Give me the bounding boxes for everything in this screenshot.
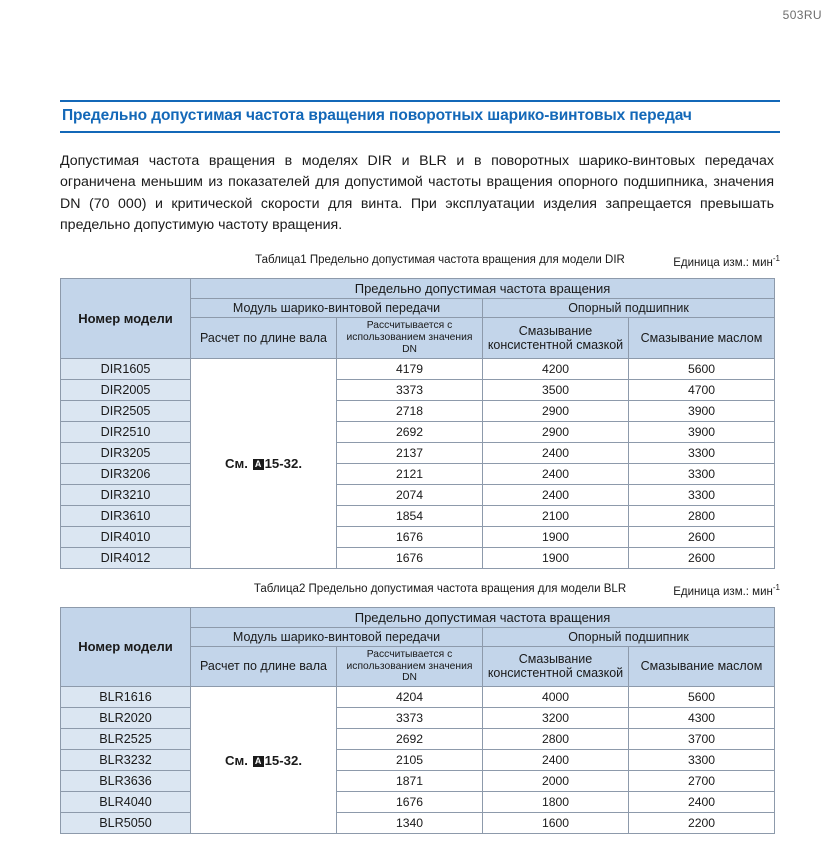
cell-grease: 4200 — [483, 358, 629, 379]
cell-dn: 1676 — [337, 792, 483, 813]
header-col-shaft-blr: Расчет по длине вала — [191, 646, 337, 686]
header-col-grease-blr: Смазывание консистентной смазкой — [483, 646, 629, 686]
cell-oil: 2400 — [629, 792, 775, 813]
table-row — [61, 526, 775, 547]
cell-grease: 2400 — [483, 463, 629, 484]
header-col-shaft-dir: Расчет по длине вала — [191, 318, 337, 358]
table-row — [61, 547, 775, 568]
cell-oil: 3300 — [629, 750, 775, 771]
speed-table-dir — [60, 278, 775, 568]
cell-dn: 2718 — [337, 400, 483, 421]
table-row — [61, 729, 775, 750]
header-group-all-dir: Предельно допустимая частота вращения — [191, 279, 775, 299]
cell-oil: 2700 — [629, 771, 775, 792]
header-col-dn-blr: Рассчитывается с использованием значения DN — [337, 646, 483, 686]
cell-model: DIR2005 — [61, 379, 191, 400]
cell-dn: 4179 — [337, 358, 483, 379]
cell-grease: 2800 — [483, 729, 629, 750]
cell-grease: 3500 — [483, 379, 629, 400]
cell-model: DIR2505 — [61, 400, 191, 421]
cell-oil: 3300 — [629, 442, 775, 463]
header-col-oil-dir: Смазывание маслом — [629, 318, 775, 358]
cell-oil: 3300 — [629, 463, 775, 484]
cell-oil: 3700 — [629, 729, 775, 750]
cell-oil: 2600 — [629, 547, 775, 568]
table-caption-row-dir — [60, 254, 780, 274]
cell-oil: 3900 — [629, 400, 775, 421]
cell-oil: 2200 — [629, 813, 775, 834]
cell-dn: 1676 — [337, 526, 483, 547]
header-group-bearing-dir: Опорный подшипник — [483, 299, 775, 318]
document-content — [60, 100, 780, 844]
header-group-screw-blr: Модуль шарико-винтовой передачи — [191, 627, 483, 646]
cell-dn: 2105 — [337, 750, 483, 771]
header-group-all-blr: Предельно допустимая частота вращения — [191, 607, 775, 627]
table-unit-blr — [673, 583, 780, 598]
header-col-dn-dir: Рассчитывается с использованием значения DN — [337, 318, 483, 358]
cell-see-reference-dir — [191, 358, 337, 568]
cell-model: DIR3205 — [61, 442, 191, 463]
unit-sup-blr: -1 — [772, 582, 780, 592]
table-row — [61, 813, 775, 834]
cell-oil: 4700 — [629, 379, 775, 400]
table-header-row — [61, 279, 775, 299]
intro-paragraph: Допустимая частота вращения в моделях DIR и BLR и в поворотных шарико-винтовых передачах ограничена меньшим из показателей для допустимой частоты вращения опорного подшипника, значения DN (70 000) и критической скорости для винта. При эксплуатации изделия запрещается превышать предельно допустимую частоту вращения. — [60, 153, 774, 233]
speed-table-blr — [60, 607, 775, 834]
table-row — [61, 463, 775, 484]
unit-text-dir: Единица изм.: мин — [673, 257, 773, 270]
cell-oil: 3900 — [629, 421, 775, 442]
cell-model: DIR3610 — [61, 505, 191, 526]
cell-dn: 1340 — [337, 813, 483, 834]
page-code: 503RU — [782, 8, 822, 22]
cell-grease: 1900 — [483, 547, 629, 568]
table-row — [61, 379, 775, 400]
cell-grease: 2900 — [483, 400, 629, 421]
cell-oil: 5600 — [629, 687, 775, 708]
see-code: 15-32 — [264, 455, 299, 471]
table-caption-row-blr — [60, 583, 780, 603]
table-row — [61, 505, 775, 526]
table-row — [61, 484, 775, 505]
cell-model: DIR4010 — [61, 526, 191, 547]
cell-oil: 2600 — [629, 526, 775, 547]
cell-model: BLR2020 — [61, 708, 191, 729]
page-title: Предельно допустимая частота вращения поворотных шарико-винтовых передач — [62, 107, 692, 124]
table-caption-blr: Таблица2 Предельно допустимая частота вращения для модели BLR — [253, 582, 627, 595]
cell-grease: 2100 — [483, 505, 629, 526]
table-row — [61, 750, 775, 771]
cell-model: DIR3210 — [61, 484, 191, 505]
cell-dn: 3373 — [337, 708, 483, 729]
cell-model: DIR4012 — [61, 547, 191, 568]
see-prefix: См. — [224, 752, 252, 768]
see-suffix: . — [298, 752, 302, 768]
see-code: 15-32 — [264, 752, 299, 768]
reference-badge-icon: A — [253, 756, 264, 767]
table-row — [61, 687, 775, 708]
table-row — [61, 442, 775, 463]
cell-dn: 2121 — [337, 463, 483, 484]
see-suffix: . — [298, 455, 302, 471]
table-row — [61, 421, 775, 442]
reference-badge-icon: A — [253, 459, 264, 470]
table-row — [61, 771, 775, 792]
cell-dn: 4204 — [337, 687, 483, 708]
table-unit-dir — [673, 254, 780, 269]
cell-grease: 1800 — [483, 792, 629, 813]
cell-grease: 1900 — [483, 526, 629, 547]
cell-grease: 2900 — [483, 421, 629, 442]
header-col-oil-blr: Смазывание маслом — [629, 646, 775, 686]
cell-see-reference-blr — [191, 687, 337, 834]
cell-oil: 5600 — [629, 358, 775, 379]
cell-dn: 2137 — [337, 442, 483, 463]
unit-sup-dir: -1 — [772, 254, 780, 264]
cell-oil: 4300 — [629, 708, 775, 729]
table-row — [61, 400, 775, 421]
header-model-dir: Номер модели — [61, 279, 191, 358]
table-row — [61, 708, 775, 729]
cell-dn: 2692 — [337, 421, 483, 442]
cell-model: BLR5050 — [61, 813, 191, 834]
cell-grease: 2400 — [483, 442, 629, 463]
cell-model: BLR1616 — [61, 687, 191, 708]
cell-model: DIR3206 — [61, 463, 191, 484]
cell-grease: 1600 — [483, 813, 629, 834]
header-model-blr: Номер модели — [61, 607, 191, 686]
table-block-dir — [60, 254, 780, 568]
unit-text-blr: Единица изм.: мин — [673, 585, 773, 598]
cell-model: BLR3636 — [61, 771, 191, 792]
cell-dn: 2692 — [337, 729, 483, 750]
cell-grease: 3200 — [483, 708, 629, 729]
table-caption-dir: Таблица1 Предельно допустимая частота вращения для модели DIR — [255, 254, 625, 267]
table-row — [61, 792, 775, 813]
cell-model: BLR3232 — [61, 750, 191, 771]
cell-dn: 3373 — [337, 379, 483, 400]
cell-oil: 3300 — [629, 484, 775, 505]
cell-model: DIR1605 — [61, 358, 191, 379]
header-col-grease-dir: Смазывание консистентной смазкой — [483, 318, 629, 358]
header-group-screw-dir: Модуль шарико-винтовой передачи — [191, 299, 483, 318]
cell-grease: 2400 — [483, 750, 629, 771]
section-title-bar — [60, 100, 780, 133]
cell-dn: 1676 — [337, 547, 483, 568]
header-group-bearing-blr: Опорный подшипник — [483, 627, 775, 646]
cell-dn: 1871 — [337, 771, 483, 792]
cell-oil: 2800 — [629, 505, 775, 526]
cell-model: DIR2510 — [61, 421, 191, 442]
cell-grease: 4000 — [483, 687, 629, 708]
cell-grease: 2000 — [483, 771, 629, 792]
cell-grease: 2400 — [483, 484, 629, 505]
cell-model: BLR2525 — [61, 729, 191, 750]
cell-dn: 1854 — [337, 505, 483, 526]
see-prefix: См. — [224, 455, 252, 471]
table-row — [61, 358, 775, 379]
table-header-row — [61, 607, 775, 627]
cell-model: BLR4040 — [61, 792, 191, 813]
cell-dn: 2074 — [337, 484, 483, 505]
table-block-blr — [60, 583, 780, 834]
